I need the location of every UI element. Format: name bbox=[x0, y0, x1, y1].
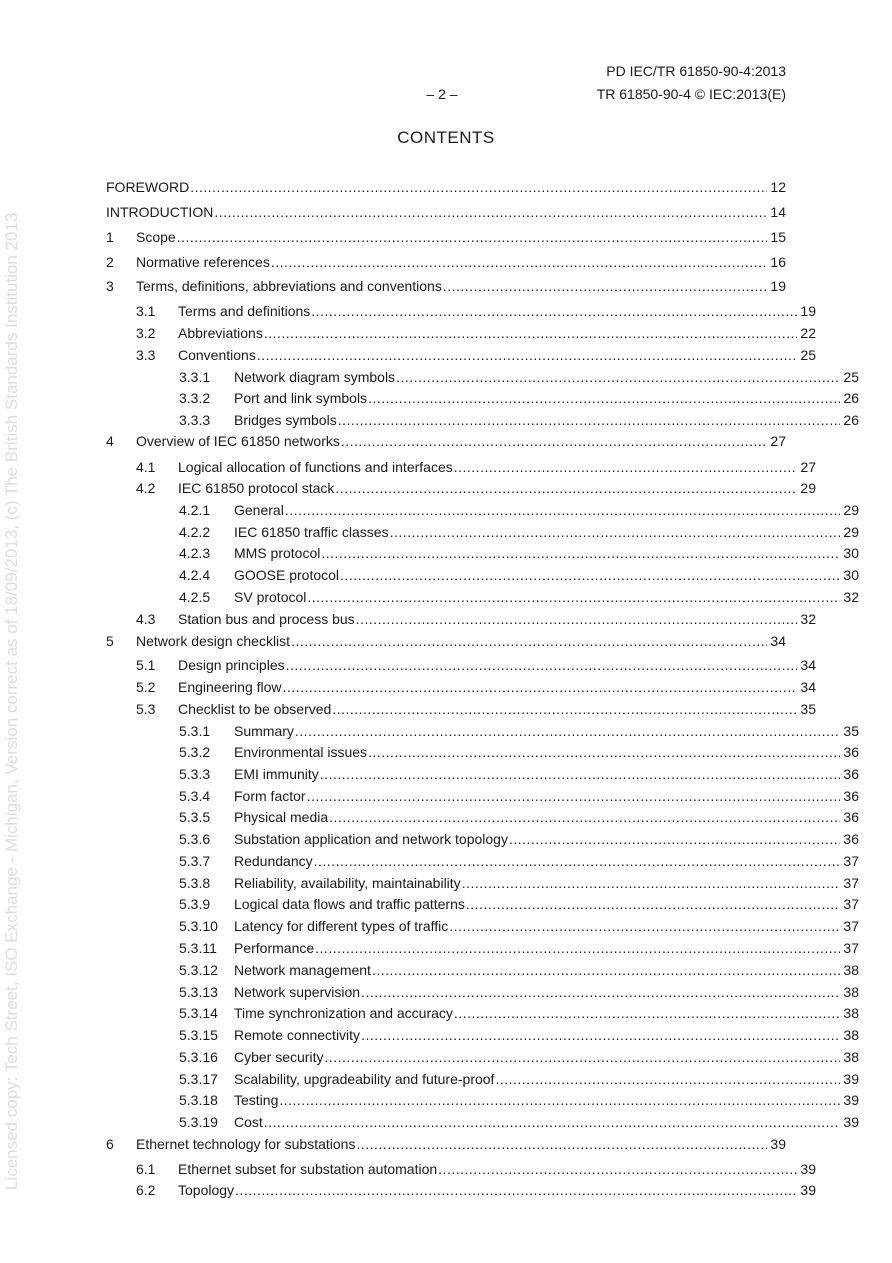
toc-entry-number: 3.3.1 bbox=[179, 369, 211, 385]
toc-entry-page: 22 bbox=[800, 325, 816, 341]
toc-entry[interactable] bbox=[106, 544, 859, 562]
toc-entry-title: General bbox=[234, 502, 284, 518]
pd-identifier: PD IEC/TR 61850-90-4:2013 bbox=[606, 63, 786, 79]
toc-dot-leader bbox=[341, 432, 767, 450]
toc-entry-number: 6.2 bbox=[136, 1182, 156, 1198]
toc-entry-title: Physical media bbox=[234, 809, 329, 825]
toc-dot-leader bbox=[356, 1135, 767, 1153]
toc-entry-title: Topology bbox=[178, 1182, 235, 1198]
toc-entry-title: Network supervision bbox=[234, 984, 361, 1000]
toc-entry-number: 3.2 bbox=[136, 325, 156, 341]
toc-entry[interactable] bbox=[106, 1004, 859, 1022]
toc-entry-page: 36 bbox=[843, 766, 859, 782]
toc-entry[interactable] bbox=[106, 610, 816, 628]
toc-entry[interactable] bbox=[106, 1026, 859, 1044]
toc-entry-title: SV protocol bbox=[234, 589, 307, 605]
toc-dot-leader bbox=[286, 656, 797, 674]
toc-entry[interactable] bbox=[106, 1048, 859, 1066]
toc-entry[interactable] bbox=[106, 389, 859, 407]
toc-entry-page: 38 bbox=[843, 1027, 859, 1043]
toc-entry-page: 27 bbox=[770, 433, 786, 449]
toc-entry[interactable] bbox=[106, 203, 786, 221]
toc-dot-leader bbox=[321, 544, 840, 562]
toc-entry[interactable] bbox=[106, 411, 859, 429]
toc-entry-number: 2 bbox=[106, 254, 114, 270]
toc-dot-leader bbox=[190, 178, 767, 196]
toc-entry-title: IEC 61850 traffic classes bbox=[234, 524, 389, 540]
toc-entry-page: 39 bbox=[843, 1092, 859, 1108]
toc-entry-page: 34 bbox=[800, 657, 816, 673]
toc-entry[interactable] bbox=[106, 501, 859, 519]
toc-entry-title: Port and link symbols bbox=[234, 390, 368, 406]
toc-dot-leader bbox=[271, 253, 767, 271]
toc-entry-number: 5.3.10 bbox=[179, 918, 218, 934]
toc-entry-number: 3.3.3 bbox=[179, 412, 211, 428]
toc-entry-number: 5.3.4 bbox=[179, 788, 211, 804]
toc-dot-leader bbox=[332, 700, 797, 718]
toc-entry-title: Terms and definitions bbox=[178, 303, 311, 319]
toc-entry-title: Design principles bbox=[178, 657, 285, 673]
toc-entry-page: 36 bbox=[843, 744, 859, 760]
toc-dot-leader bbox=[307, 787, 840, 805]
toc-entry-title: Logical allocation of functions and interfaces bbox=[178, 459, 453, 475]
toc-dot-leader bbox=[214, 203, 767, 221]
toc-entry[interactable] bbox=[106, 479, 816, 497]
toc-dot-leader bbox=[356, 610, 797, 628]
toc-dot-leader bbox=[235, 1181, 797, 1199]
toc-entry[interactable] bbox=[106, 743, 859, 761]
toc-entry[interactable] bbox=[106, 765, 859, 783]
toc-dot-leader bbox=[361, 1026, 840, 1044]
toc-entry-number: 5.3.12 bbox=[179, 962, 218, 978]
toc-entry-title: Conventions bbox=[178, 347, 256, 363]
toc-entry-number: 5.3.6 bbox=[179, 831, 211, 847]
toc-entry-title: Overview of IEC 61850 networks bbox=[136, 433, 340, 449]
toc-entry-title: Network design checklist bbox=[136, 633, 291, 649]
toc-entry-page: 34 bbox=[800, 679, 816, 695]
toc-entry[interactable] bbox=[106, 808, 859, 826]
toc-entry-number: 5 bbox=[106, 633, 114, 649]
page-number: – 2 – bbox=[426, 86, 458, 102]
toc-entry[interactable] bbox=[106, 228, 786, 246]
toc-dot-leader bbox=[509, 830, 840, 848]
toc-entry-number: 4.2.5 bbox=[179, 589, 211, 605]
toc-entry-title: Latency for different types of traffic bbox=[234, 918, 449, 934]
toc-entry-number: 5.3.14 bbox=[179, 1005, 218, 1021]
toc-dot-leader bbox=[295, 722, 840, 740]
toc-entry-number: 5.3.1 bbox=[179, 723, 211, 739]
toc-dot-leader bbox=[396, 368, 840, 386]
toc-entry-number: 4.2.3 bbox=[179, 545, 211, 561]
toc-entry[interactable] bbox=[106, 722, 859, 740]
toc-entry-page: 16 bbox=[770, 254, 786, 270]
toc-entry[interactable] bbox=[106, 1181, 816, 1199]
toc-dot-leader bbox=[279, 1091, 840, 1109]
toc-dot-leader bbox=[338, 411, 840, 429]
toc-dot-leader bbox=[324, 1048, 840, 1066]
toc-entry-page: 15 bbox=[770, 229, 786, 245]
toc-dot-leader bbox=[372, 961, 840, 979]
toc-entry[interactable] bbox=[106, 566, 859, 584]
toc-dot-leader bbox=[177, 228, 767, 246]
toc-dot-leader bbox=[257, 346, 797, 364]
toc-entry-number: 4.2.1 bbox=[179, 502, 211, 518]
toc-entry-page: 26 bbox=[843, 390, 859, 406]
toc-entry-title: Scalability, upgradeability and future-proof bbox=[234, 1071, 495, 1087]
toc-dot-leader bbox=[368, 743, 840, 761]
toc-entry[interactable] bbox=[106, 368, 859, 386]
toc-entry[interactable] bbox=[106, 961, 859, 979]
toc-entry-page: 39 bbox=[770, 1136, 786, 1152]
toc-entry-number: 3.3.2 bbox=[179, 390, 211, 406]
toc-entry[interactable] bbox=[106, 787, 859, 805]
toc-entry[interactable] bbox=[106, 1135, 786, 1153]
toc-entry-title: INTRODUCTION bbox=[106, 204, 214, 220]
toc-entry-page: 30 bbox=[843, 567, 859, 583]
toc-dot-leader bbox=[443, 277, 767, 295]
toc-entry-title: Cyber security bbox=[234, 1049, 324, 1065]
toc-entry[interactable] bbox=[106, 324, 816, 342]
toc-dot-leader bbox=[466, 895, 840, 913]
toc-entry[interactable] bbox=[106, 656, 816, 674]
toc-dot-leader bbox=[329, 808, 840, 826]
toc-dot-leader bbox=[462, 874, 840, 892]
toc-entry-page: 35 bbox=[843, 723, 859, 739]
toc-entry-number: 3 bbox=[106, 278, 114, 294]
toc-entry-number: 3.3 bbox=[136, 347, 156, 363]
toc-entry[interactable] bbox=[106, 253, 786, 271]
toc-dot-leader bbox=[361, 983, 840, 1001]
toc-entry[interactable] bbox=[106, 1113, 859, 1131]
toc-entry-page: 38 bbox=[843, 962, 859, 978]
toc-entry-number: 4.2.2 bbox=[179, 524, 211, 540]
toc-entry[interactable] bbox=[106, 277, 786, 295]
toc-entry-page: 39 bbox=[800, 1182, 816, 1198]
toc-dot-leader bbox=[285, 501, 840, 519]
toc-entry-page: 25 bbox=[800, 347, 816, 363]
toc-entry-page: 12 bbox=[770, 179, 786, 195]
toc-entry[interactable] bbox=[106, 178, 786, 196]
toc-entry-title: Testing bbox=[234, 1092, 279, 1108]
toc-entry-title: Network diagram symbols bbox=[234, 369, 396, 385]
toc-entry[interactable] bbox=[106, 523, 859, 541]
toc-entry-number: 5.3.7 bbox=[179, 853, 211, 869]
toc-entry[interactable] bbox=[106, 830, 859, 848]
toc-entry-number: 5.3.11 bbox=[179, 940, 217, 956]
toc-entry[interactable] bbox=[106, 852, 859, 870]
toc-entry-number: 3.1 bbox=[136, 303, 156, 319]
license-watermark: Licensed copy: Tech Street, ISO Exchange - Michigan, Version correct as of 18/09/2013, (c) The British Standards Institution 2013 bbox=[2, 212, 21, 1190]
toc-entry-number: 5.3 bbox=[136, 701, 156, 717]
toc-entry-title: Summary bbox=[234, 723, 294, 739]
toc-entry-number: 1 bbox=[106, 229, 114, 245]
toc-entry-page: 25 bbox=[843, 369, 859, 385]
toc-entry[interactable] bbox=[106, 874, 859, 892]
toc-entry-number: 5.3.17 bbox=[179, 1071, 218, 1087]
toc-entry-page: 38 bbox=[843, 984, 859, 1000]
toc-entry-page: 38 bbox=[843, 1005, 859, 1021]
toc-dot-leader bbox=[454, 458, 797, 476]
toc-entry-page: 32 bbox=[843, 589, 859, 605]
toc-entry-number: 5.3.15 bbox=[179, 1027, 218, 1043]
toc-entry-page: 29 bbox=[843, 502, 859, 518]
toc-entry-page: 35 bbox=[800, 701, 816, 717]
toc-entry-page: 19 bbox=[770, 278, 786, 294]
toc-dot-leader bbox=[368, 389, 840, 407]
toc-dot-leader bbox=[264, 324, 797, 342]
tr-identifier: TR 61850-90-4 © IEC:2013(E) bbox=[596, 86, 786, 102]
toc-entry-title: Substation application and network topology bbox=[234, 831, 508, 847]
toc-entry-number: 5.3.9 bbox=[179, 896, 211, 912]
toc-entry-title: Time synchronization and accuracy bbox=[234, 1005, 453, 1021]
toc-entry-number: 6.1 bbox=[136, 1161, 156, 1177]
toc-entry[interactable] bbox=[106, 678, 816, 696]
toc-entry-page: 37 bbox=[843, 940, 859, 956]
toc-entry-page: 37 bbox=[843, 853, 859, 869]
toc-entry-page: 32 bbox=[800, 611, 816, 627]
toc-entry-number: 5.3.18 bbox=[179, 1092, 218, 1108]
toc-entry-title: Bridges symbols bbox=[234, 412, 337, 428]
toc-dot-leader bbox=[340, 566, 840, 584]
toc-entry-title: Performance bbox=[234, 940, 315, 956]
toc-entry-title: Engineering flow bbox=[178, 679, 282, 695]
toc-entry[interactable] bbox=[106, 1091, 859, 1109]
toc-entry-number: 6 bbox=[106, 1136, 114, 1152]
toc-entry-page: 26 bbox=[843, 412, 859, 428]
toc-entry-title: FOREWORD bbox=[106, 179, 190, 195]
toc-dot-leader bbox=[283, 678, 797, 696]
toc-entry-number: 5.3.16 bbox=[179, 1049, 218, 1065]
toc-entry-number: 5.2 bbox=[136, 679, 156, 695]
toc-entry[interactable] bbox=[106, 700, 816, 718]
toc-entry-number: 5.3.5 bbox=[179, 809, 211, 825]
toc-dot-leader bbox=[454, 1004, 840, 1022]
toc-entry-page: 39 bbox=[800, 1161, 816, 1177]
toc-entry-title: Environmental issues bbox=[234, 744, 368, 760]
toc-entry-title: Ethernet technology for substations bbox=[136, 1136, 356, 1152]
toc-entry-page: 19 bbox=[800, 303, 816, 319]
toc-entry-title: Redundancy bbox=[234, 853, 313, 869]
toc-entry-number: 5.3.2 bbox=[179, 744, 211, 760]
toc-entry-title: Ethernet subset for substation automation bbox=[178, 1161, 438, 1177]
toc-entry-page: 39 bbox=[843, 1071, 859, 1087]
contents-title: CONTENTS bbox=[397, 128, 495, 147]
toc-entry-title: Logical data flows and traffic patterns bbox=[234, 896, 465, 912]
toc-entry-number: 5.3.8 bbox=[179, 875, 211, 891]
toc-entry-number: 4.2 bbox=[136, 480, 156, 496]
toc-dot-leader bbox=[307, 588, 840, 606]
toc-entry-number: 5.3.3 bbox=[179, 766, 211, 782]
toc-entry[interactable] bbox=[106, 432, 786, 450]
toc-entry-title: Reliability, availability, maintainability bbox=[234, 875, 461, 891]
toc-dot-leader bbox=[449, 917, 840, 935]
toc-entry-number: 5.3.13 bbox=[179, 984, 218, 1000]
toc-entry-title: MMS protocol bbox=[234, 545, 321, 561]
toc-entry-page: 36 bbox=[843, 809, 859, 825]
toc-entry-title: IEC 61850 protocol stack bbox=[178, 480, 335, 496]
toc-entry-title: Abbreviations bbox=[178, 325, 263, 341]
toc-entry[interactable] bbox=[106, 1070, 859, 1088]
toc-dot-leader bbox=[438, 1160, 797, 1178]
toc-entry-number: 4 bbox=[106, 433, 114, 449]
toc-entry-page: 36 bbox=[843, 788, 859, 804]
toc-dot-leader bbox=[390, 523, 840, 541]
toc-entry[interactable] bbox=[106, 346, 816, 364]
toc-entry-page: 37 bbox=[843, 896, 859, 912]
toc-dot-leader bbox=[495, 1070, 840, 1088]
toc-entry-title: Scope bbox=[136, 229, 176, 245]
toc-dot-leader bbox=[320, 765, 840, 783]
toc-entry-title: Network management bbox=[234, 962, 371, 978]
toc-entry[interactable] bbox=[106, 588, 859, 606]
toc-entry-title: Form factor bbox=[234, 788, 306, 804]
toc-entry-page: 38 bbox=[843, 1049, 859, 1065]
toc-entry-page: 37 bbox=[843, 875, 859, 891]
toc-dot-leader bbox=[264, 1113, 840, 1131]
toc-entry-title: Remote connectivity bbox=[234, 1027, 361, 1043]
toc-dot-leader bbox=[311, 302, 797, 320]
toc-entry-page: 29 bbox=[843, 524, 859, 540]
toc-entry-title: Normative references bbox=[136, 254, 270, 270]
toc-entry-title: GOOSE protocol bbox=[234, 567, 340, 583]
toc-entry-page: 39 bbox=[843, 1114, 859, 1130]
toc-entry-page: 14 bbox=[770, 204, 786, 220]
toc-entry-page: 37 bbox=[843, 918, 859, 934]
toc-entry[interactable] bbox=[106, 1160, 816, 1178]
toc-entry-title: EMI immunity bbox=[234, 766, 319, 782]
toc-entry-title: Cost bbox=[234, 1114, 263, 1130]
toc-entry[interactable] bbox=[106, 895, 859, 913]
toc-entry-number: 4.2.4 bbox=[179, 567, 211, 583]
toc-dot-leader bbox=[335, 479, 797, 497]
toc-entry-number: 5.1 bbox=[136, 657, 156, 673]
toc-entry[interactable] bbox=[106, 939, 859, 957]
toc-dot-leader bbox=[291, 632, 767, 650]
toc-entry-page: 30 bbox=[843, 545, 859, 561]
toc-dot-leader bbox=[314, 852, 840, 870]
toc-entry-number: 4.1 bbox=[136, 459, 156, 475]
toc-entry[interactable] bbox=[106, 632, 786, 650]
toc-entry[interactable] bbox=[106, 917, 859, 935]
toc-entry-page: 29 bbox=[800, 480, 816, 496]
toc-entry-number: 4.3 bbox=[136, 611, 156, 627]
toc-entry[interactable] bbox=[106, 302, 816, 320]
toc-entry-page: 34 bbox=[770, 633, 786, 649]
toc-dot-leader bbox=[315, 939, 840, 957]
toc-entry-title: Checklist to be observed bbox=[178, 701, 332, 717]
toc-entry[interactable] bbox=[106, 983, 859, 1001]
toc-entry-number: 5.3.19 bbox=[179, 1114, 218, 1130]
toc-entry[interactable] bbox=[106, 458, 816, 476]
toc-entry-title: Terms, definitions, abbreviations and conventions bbox=[136, 278, 442, 294]
toc-entry-page: 27 bbox=[800, 459, 816, 475]
toc-entry-title: Station bus and process bus bbox=[178, 611, 355, 627]
toc-entry-page: 36 bbox=[843, 831, 859, 847]
